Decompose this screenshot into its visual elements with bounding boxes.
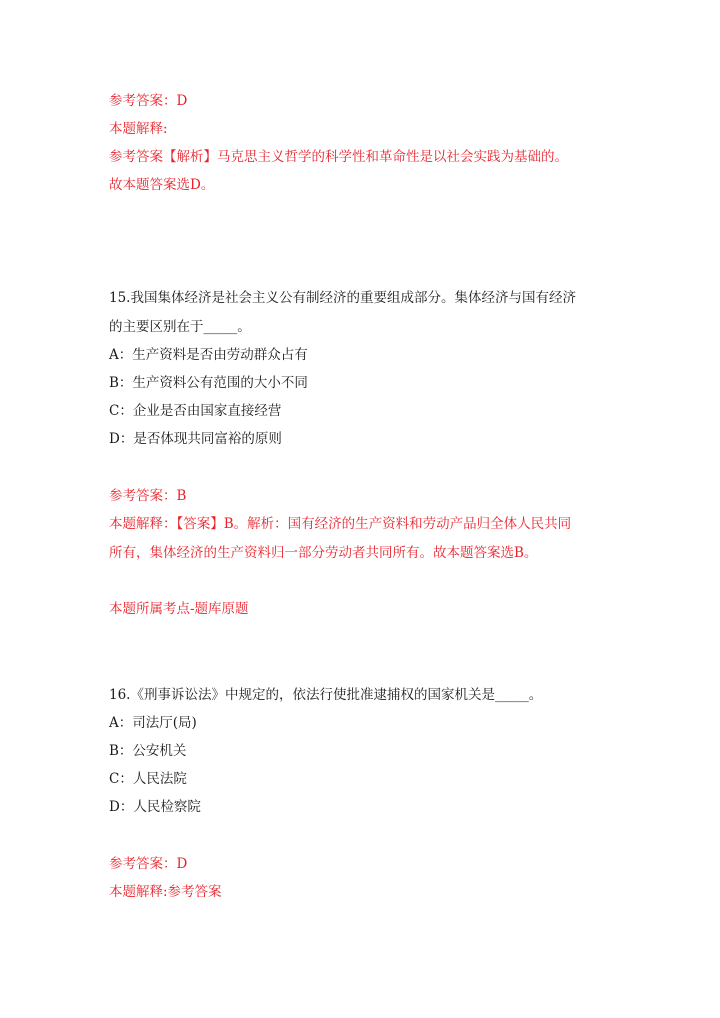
q15-answer: 参考答案：B — [109, 488, 187, 504]
q15-stem-line-1: 15.我国集体经济是社会主义公有制经济的重要组成部分。集体经济与国有经济 — [109, 290, 576, 306]
q14-explanation-line-1: 参考答案【解析】马克思主义哲学的科学性和革命性是以社会实践为基础的。 — [109, 149, 568, 165]
q16-stem: 16.《刑事诉讼法》中规定的，依法行使批准逮捕权的国家机关是_____。 — [109, 687, 543, 703]
q14-answer: 参考答案：D — [109, 93, 188, 109]
q16-option-a: A：司法厅(局) — [109, 715, 197, 731]
q15-explanation-line-2: 所有，集体经济的生产资料归一部分劳动者共同所有。故本题答案选B。 — [109, 545, 538, 561]
q14-explanation-line-2: 故本题答案选D。 — [109, 177, 215, 193]
q16-answer: 参考答案：D — [109, 856, 188, 872]
q15-option-c: C：企业是否由国家直接经营 — [109, 403, 282, 419]
q15-explanation-line-1: 本题解释：【答案】B。解析：国有经济的生产资料和劳动产品归全体人民共同 — [109, 516, 572, 532]
q16-option-b: B：公安机关 — [109, 743, 187, 759]
q14-explanation-label: 本题解释: — [109, 121, 168, 137]
q16-option-c: C：人民法院 — [109, 771, 187, 787]
q15-stem-line-2: 的主要区别在于_____。 — [109, 319, 251, 335]
q15-option-a: A：生产资料是否由劳动群众占有 — [109, 347, 308, 363]
q16-explanation: 本题解释:参考答案 — [109, 884, 222, 900]
q15-source: 本题所属考点-题库原题 — [109, 601, 249, 617]
q15-option-b: B：生产资料公有范围的大小不同 — [109, 375, 308, 391]
q16-option-d: D：人民检察院 — [109, 799, 201, 815]
q15-option-d: D：是否体现共同富裕的原则 — [109, 431, 282, 447]
